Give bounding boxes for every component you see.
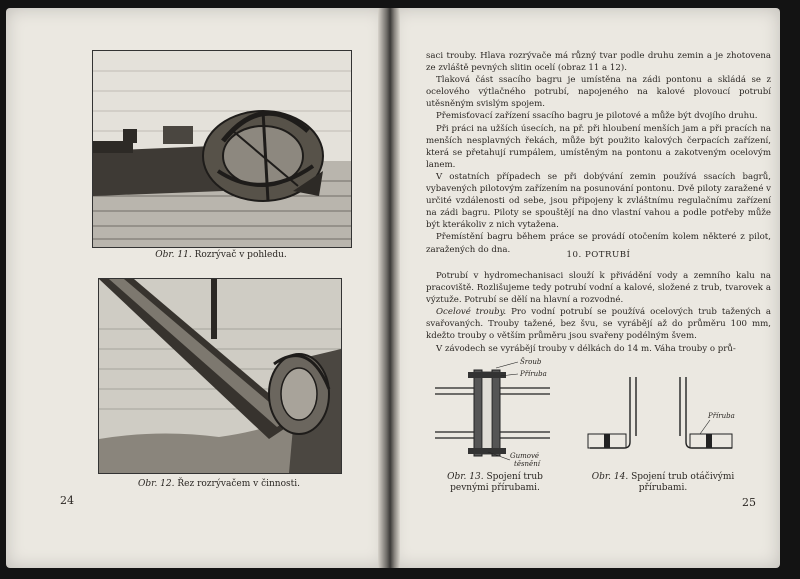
paragraph: Přemisťovací zařízení ssacího bagru je pilotové a může být dvojího druhu. (436, 111, 758, 122)
figure-13-caption: Obr. 13. Spojení trub pevnými přírubami. (447, 472, 543, 493)
figure-14-diagram (582, 372, 742, 462)
text-block-top (426, 50, 771, 256)
cutter-head-view-image (93, 51, 351, 247)
section-title: 10. POTRUBÍ (566, 250, 631, 260)
gasket-annotation-line1: Gumové (510, 452, 540, 460)
cutter-section-image (99, 279, 341, 473)
figure-12-caption: Obr. 12. Řez rozrývačem v činnosti. (138, 479, 300, 489)
paragraph: saci trouby. Hlava rozrývače má různý tvar podle druhu zemin a je zhotovena ze zvláště pevných slitin ocelí (obraz 11 a 12). (426, 51, 771, 74)
flange-annotation: Příruba (520, 370, 547, 378)
paragraph: Tlaková část ssacího bagru je umístěna na zádi pontonu a skládá se z ocelového výtlačného potrubí, napojeného na kalové plovoucí potrubí utěsněným svislým spojem. (426, 75, 771, 110)
left-page-number: 24 (60, 494, 74, 507)
figure-11-caption: Obr. 11. Rozrývač v pohledu. (155, 250, 287, 260)
steel-pipes-label: Ocelové trouby. (436, 307, 507, 318)
figure-13-diagram (430, 358, 560, 468)
paragraph: Ocelové trouby. Pro vodní potrubí se používá ocelových trub tažených a svařovaných. Trouby tažené, bez švu, se vyrábějí až do průměru 100 mm, kdežto trouby o větším průměru jsou svařeny podélným švem. (426, 307, 771, 342)
figure-12-illustration (98, 278, 342, 474)
paragraph: Potrubí v hydromechanisaci slouží k přivádění vody a zemního kalu na pracoviště. Rozlišujeme tedy potrubí vodní a kalové, složené z trub, tvarovek a výztuže. Potrubí se dělí na hlavní a rozvodné. (426, 271, 771, 306)
right-page-number: 25 (742, 496, 756, 509)
bolt-annotation: Šroub (520, 358, 542, 366)
figure-14-caption: Obr. 14. Spojení trub otáčivými přírubami. (591, 472, 735, 493)
flange-annotation: Příruba (708, 412, 735, 420)
gasket-annotation-line2: těsnění (514, 460, 540, 468)
paragraph: Přemístění bagru během práce se provádí otočením kolem některé z pilot, zaražených do dna. (426, 232, 771, 255)
paragraph: V ostatních případech se při dobývání zemin používá ssacích bagrů, vybavených pilotovým zařízením na posunování pontonu. Dvě piloty zaražené v určité vzdálenosti od sebe, jsou připojeny k zvláštnímu regulačnímu zařízení na zádi bagru. Piloty se spouštějí na dno vlastní vahou a podle potřeby může být kterákoliv z nich vytažena. (426, 171, 771, 231)
paragraph: Při práci na užších úsecích, na př. při hloubení menších jam a při pracích na menších nesplavných řekách, může být použito kalových čerpacích zařízení, která se přetahují rumpálem, umístěným na pontonu a zakotveným ocelovým lanem. (426, 123, 771, 170)
text-block-bottom (426, 270, 771, 355)
figure-11-illustration (92, 50, 352, 248)
book-gutter (378, 8, 400, 568)
paragraph: V závodech se vyrábějí trouby v délkách do 14 m. Váha trouby o prů- (436, 343, 736, 354)
